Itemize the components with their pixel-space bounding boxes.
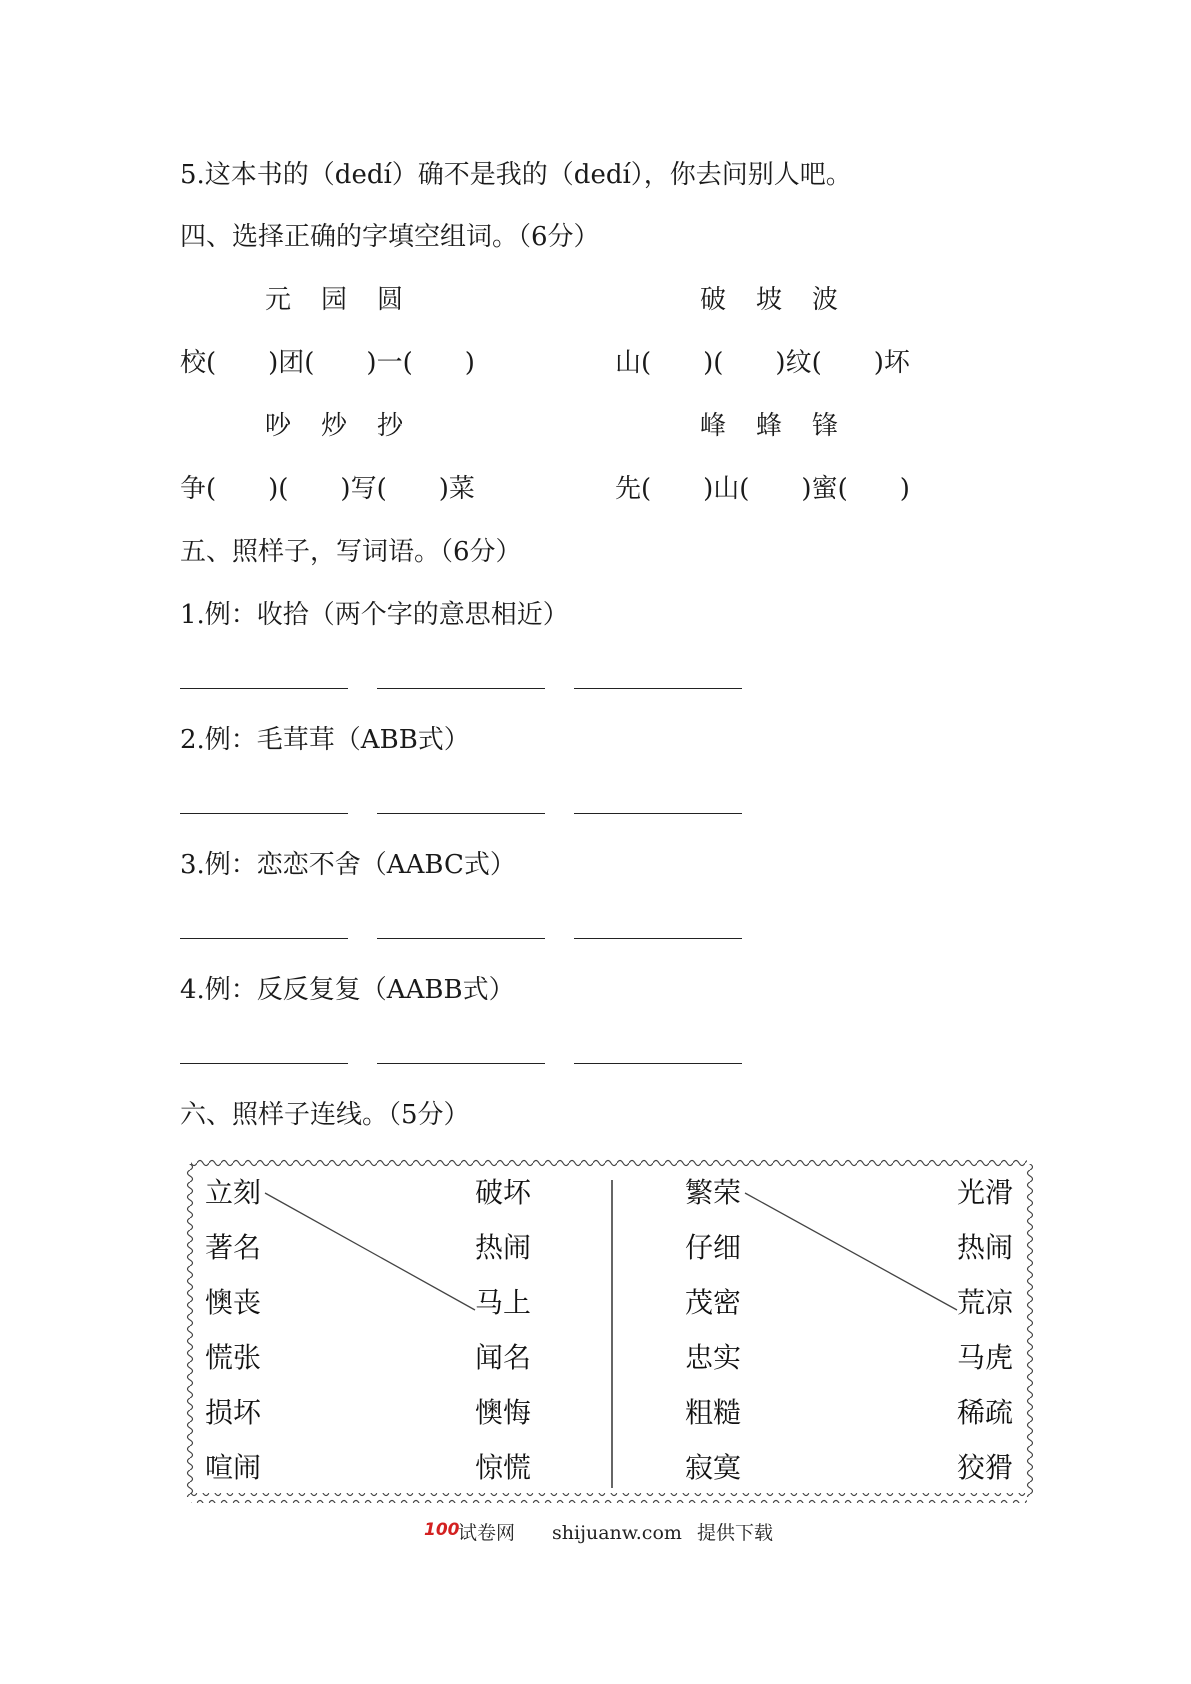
char-options-1: 元 园 圆	[265, 285, 406, 315]
example-1: 1.例：收拾（两个字的意思相近）	[180, 600, 569, 630]
word-left-b[interactable]: 破坏	[475, 1176, 532, 1209]
answer-line[interactable]	[574, 813, 742, 814]
fill-blanks-3: 争( )( )写( )菜	[180, 474, 475, 504]
answer-line[interactable]	[377, 938, 545, 939]
word-right-a[interactable]: 仔细	[685, 1231, 742, 1264]
word-right-b[interactable]: 荒凉	[957, 1286, 1014, 1319]
fill-blanks-4: 先( )山( )蜜( )	[615, 474, 910, 504]
section-4-title: 四、选择正确的字填空组词。（6分）	[180, 222, 600, 252]
example-4: 4.例：反反复复（AABB式）	[180, 975, 515, 1005]
word-left-a[interactable]: 著名	[205, 1231, 262, 1264]
word-left-b[interactable]: 马上	[475, 1286, 532, 1319]
word-right-a[interactable]: 粗糙	[685, 1396, 742, 1429]
matching-frame	[185, 1158, 1033, 1503]
word-left-a[interactable]: 懊丧	[205, 1286, 262, 1319]
answer-line[interactable]	[574, 1063, 742, 1064]
answer-line[interactable]	[574, 938, 742, 939]
char-options-4: 峰 蜂 锋	[700, 411, 841, 441]
word-left-b[interactable]: 闻名	[475, 1341, 532, 1374]
site-url[interactable]: shijuanw.com	[552, 1522, 682, 1544]
word-left-a[interactable]: 喧闹	[205, 1451, 262, 1484]
word-left-b[interactable]: 懊悔	[475, 1396, 532, 1429]
answer-line[interactable]	[377, 688, 545, 689]
fill-blanks-2: 山( )( )纹( )坏	[615, 348, 910, 378]
word-left-b[interactable]: 惊慌	[475, 1451, 532, 1484]
answer-line[interactable]	[180, 688, 348, 689]
site-logo: 100	[424, 1520, 460, 1540]
site-name: 试卷网	[458, 1522, 516, 1544]
section-5-title: 五、照样子，写词语。（6分）	[180, 537, 522, 567]
char-options-2: 破 坡 波	[700, 285, 841, 315]
question-5: 5.这本书的（dedí）确不是我的（dedí），你去问别人吧。	[180, 160, 852, 190]
word-right-a[interactable]: 茂密	[685, 1286, 742, 1319]
word-left-a[interactable]: 慌张	[205, 1341, 262, 1374]
word-right-b[interactable]: 狡猾	[957, 1451, 1014, 1484]
answer-line[interactable]	[180, 1063, 348, 1064]
download-note: 提供下载	[697, 1522, 774, 1544]
word-right-b[interactable]: 马虎	[957, 1341, 1014, 1374]
decorative-border	[185, 1158, 1033, 1503]
example-3: 3.例：恋恋不舍（AABC式）	[180, 850, 516, 880]
example-2: 2.例：毛茸茸（ABB式）	[180, 725, 470, 755]
char-options-3: 吵 炒 抄	[265, 411, 406, 441]
section-6-title: 六、照样子连线。（5分）	[180, 1100, 470, 1130]
word-right-b[interactable]: 稀疏	[957, 1396, 1014, 1429]
word-right-b[interactable]: 热闹	[957, 1231, 1014, 1264]
word-right-a[interactable]: 寂寞	[685, 1451, 742, 1484]
word-left-b[interactable]: 热闹	[475, 1231, 532, 1264]
example-connector-left	[265, 1193, 475, 1310]
word-left-a[interactable]: 立刻	[205, 1176, 262, 1209]
answer-line[interactable]	[377, 813, 545, 814]
word-right-a[interactable]: 繁荣	[685, 1176, 742, 1209]
word-right-b[interactable]: 光滑	[957, 1176, 1014, 1209]
word-left-a[interactable]: 损坏	[205, 1396, 262, 1429]
answer-line[interactable]	[574, 688, 742, 689]
fill-blanks-1: 校( )团( )一( )	[180, 348, 475, 378]
example-connector-right	[745, 1193, 957, 1310]
answer-line[interactable]	[180, 938, 348, 939]
answer-line[interactable]	[377, 1063, 545, 1064]
word-right-a[interactable]: 忠实	[685, 1341, 742, 1374]
answer-line[interactable]	[180, 813, 348, 814]
